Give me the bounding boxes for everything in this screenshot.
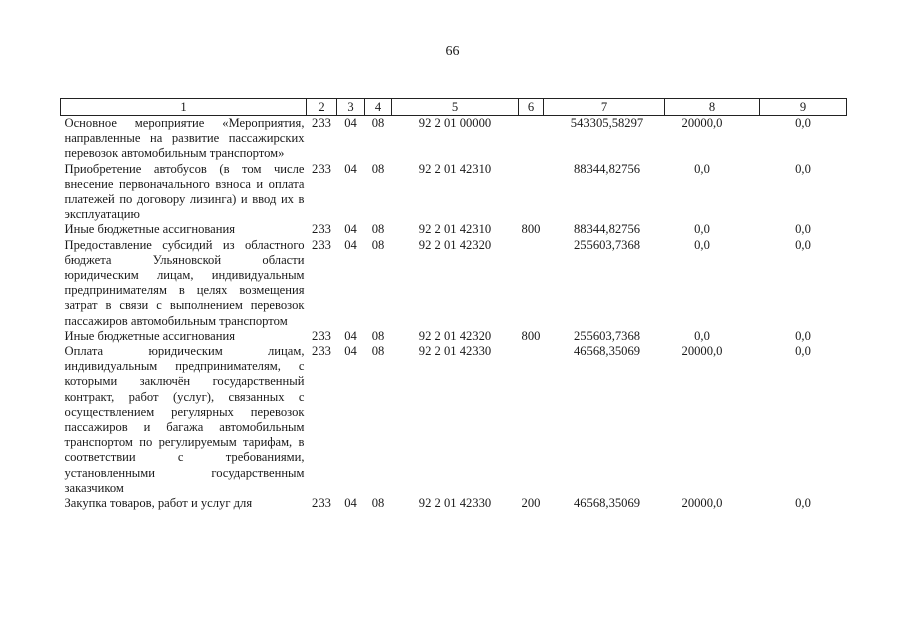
row-col-3: 04 [344,222,357,237]
row-col-3: 04 [344,161,357,176]
row-col-6 [519,238,544,329]
row-col-9: 0,0 [795,161,811,176]
row-col-6 [519,344,544,496]
row-col-5: 92 2 01 42310 [418,161,492,176]
row-col-3: 04 [344,237,357,252]
row-col-7: 255603,7368 [573,237,641,252]
row-col-6 [519,162,544,223]
row-col-4: 08 [371,496,385,511]
row-col-2: 233 [312,328,331,343]
row-col-8: 20000,0 [681,344,723,359]
row-col-6: 800 [521,222,541,237]
row-col-3: 04 [344,328,357,343]
row-col-2: 233 [312,496,331,511]
row-col-5: 92 2 01 42320 [418,237,492,252]
row-col-7: 88344,82756 [573,222,641,237]
table-row [61,222,847,237]
row-col-8: 0,0 [694,328,710,343]
row-col-9: 0,0 [795,222,811,237]
row-col-8: 20000,0 [681,116,723,130]
row-col-4: 08 [371,222,385,237]
row-col-8: 0,0 [694,161,710,176]
row-col-9: 0,0 [795,237,811,252]
row-col-5: 92 2 01 42310 [418,222,492,237]
row-name: Предоставление субсидий из областного бюджета Ульяновской области юридическим лицам, индивидуальным предпринимателям в целях возмещения затрат в связи с выполнением перевозок пассажиров автомобильным транспортом [64,237,305,328]
row-col-8: 0,0 [694,222,710,237]
header-cell-5: 5 [392,99,519,116]
row-col-2: 233 [312,161,331,176]
row-col-7: 543305,58297 [570,116,644,130]
header-cell-9: 9 [760,99,847,116]
table-row [61,329,847,344]
table-row [61,238,847,329]
row-col-8: 0,0 [694,237,710,252]
row-col-2: 233 [312,237,331,252]
table-row [61,344,847,496]
row-col-5: 92 2 01 42330 [418,496,492,511]
header-cell-3: 3 [337,99,365,116]
row-col-3: 04 [344,344,357,359]
row-name: Приобретение автобусов (в том числе внесение первоначального взноса и оплата платежей по договору лизинга) и ввод их в эксплуатацию [64,161,305,222]
row-col-4: 08 [371,344,385,359]
header-cell-4: 4 [365,99,392,116]
row-col-9: 0,0 [795,116,811,130]
table-row [61,162,847,223]
row-col-3: 04 [344,116,357,130]
table-row [61,116,847,162]
header-cell-7: 7 [544,99,665,116]
row-col-8: 20000,0 [681,496,723,511]
row-col-3: 04 [344,496,357,511]
row-col-5: 92 2 01 00000 [418,116,492,130]
row-col-7: 255603,7368 [573,328,641,343]
row-col-6 [519,116,544,162]
page-number: 66 [445,44,460,59]
header-cell-6: 6 [519,99,544,116]
row-col-2: 233 [312,222,331,237]
row-col-6: 800 [521,328,541,343]
row-col-7: 46568,35069 [573,496,641,511]
row-name: Иные бюджетные ассигнования [64,222,236,237]
row-col-4: 08 [371,237,385,252]
row-col-4: 08 [371,161,385,176]
header-cell-1: 1 [61,99,307,116]
row-col-4: 08 [371,116,385,130]
budget-table [60,98,847,511]
row-col-9: 0,0 [795,328,811,343]
header-cell-2: 2 [307,99,337,116]
row-col-6: 200 [521,496,541,511]
row-col-2: 233 [312,344,331,359]
row-col-4: 08 [371,328,385,343]
row-col-9: 0,0 [795,496,811,511]
row-col-5: 92 2 01 42330 [418,344,492,359]
row-name: Иные бюджетные ассигнования [64,328,236,343]
row-name: Закупка товаров, работ и услуг для [64,496,253,511]
row-col-7: 46568,35069 [573,344,641,359]
row-name: Основное мероприятие «Мероприятия, направленные на развитие пассажирских перевозок автомобильным транспортом» [64,116,305,161]
row-col-7: 88344,82756 [573,161,641,176]
header-cell-8: 8 [665,99,760,116]
row-name: Оплата юридическим лицам, индивидуальным предпринимателям, с которыми заключён государственный контракт, работ (услуг), связанных с осуществлением регулярных перевозок пассажиров и багажа автомобильным транспортом по регулируемым тарифам, в соответствии с требованиями, установленными государственным заказчиком [64,344,305,495]
row-col-5: 92 2 01 42320 [418,328,492,343]
row-col-9: 0,0 [795,344,811,359]
row-col-2: 233 [312,116,331,130]
table-row [61,496,847,511]
header-row [61,99,847,116]
